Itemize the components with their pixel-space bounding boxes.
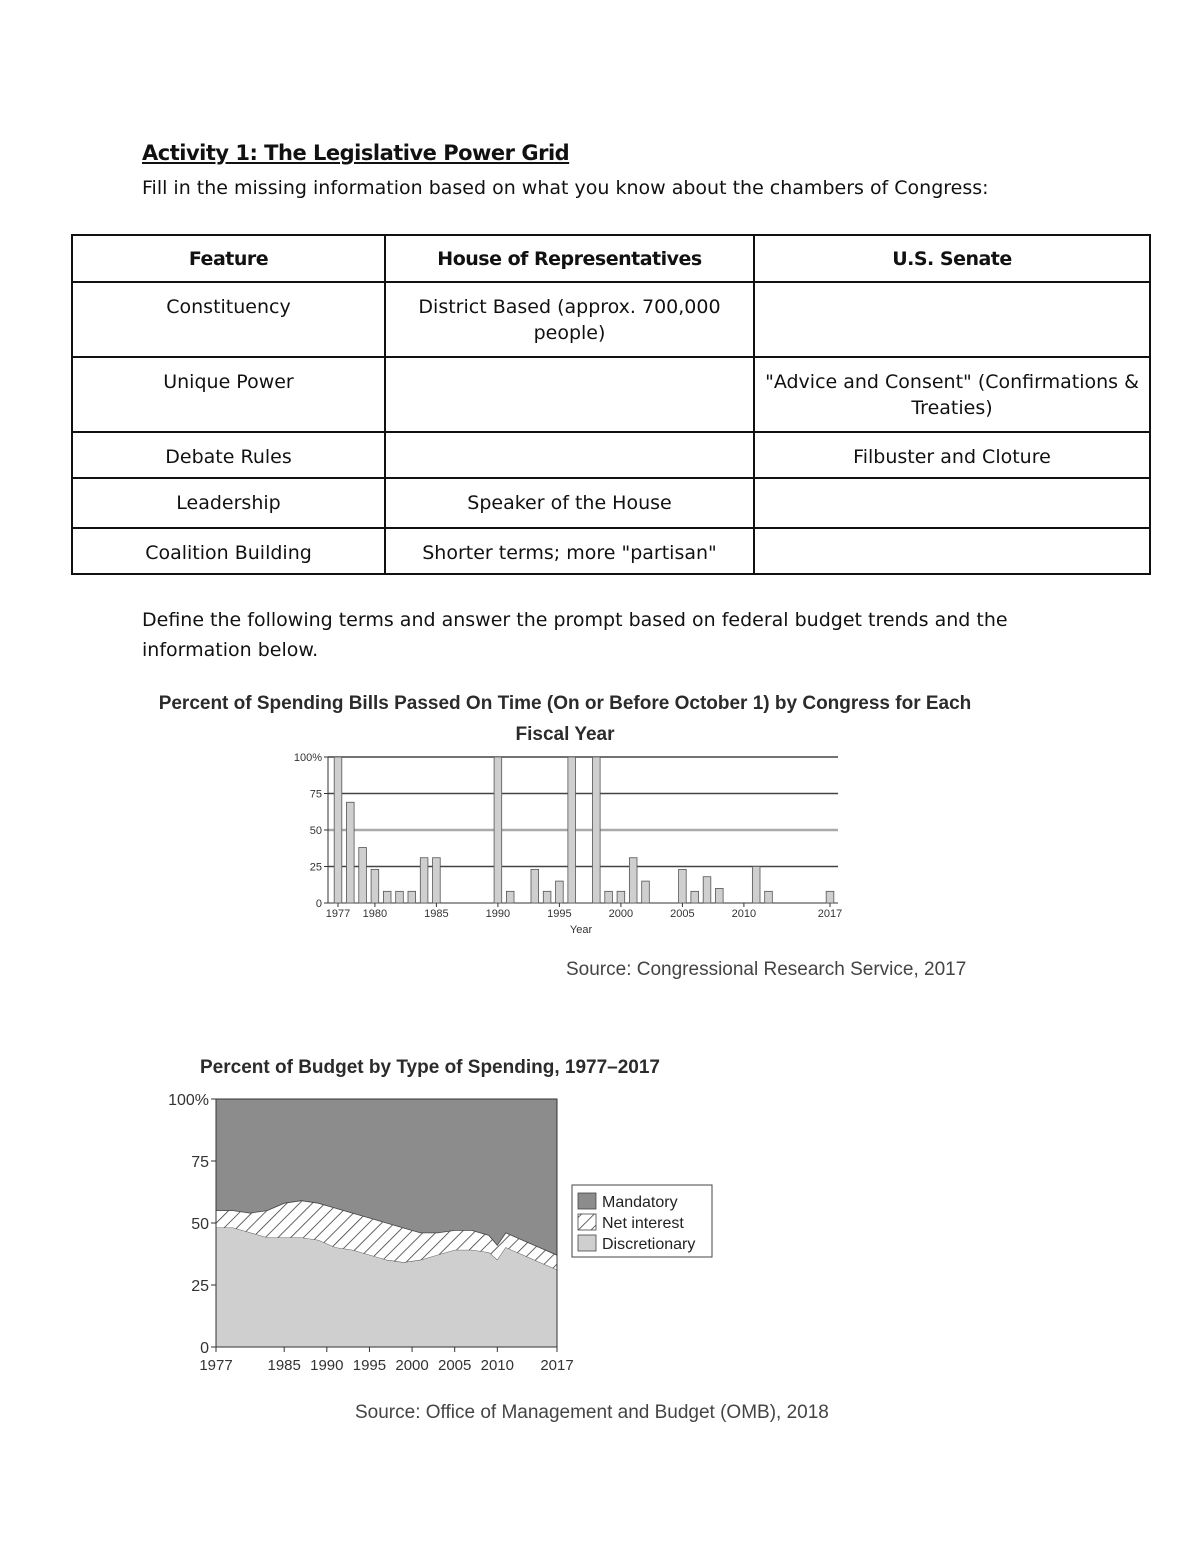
bar bbox=[359, 848, 367, 903]
x-tick-label: 2017 bbox=[817, 908, 843, 920]
x-tick-label: 1995 bbox=[547, 908, 572, 920]
senate-cell[interactable] bbox=[754, 282, 1150, 357]
bar bbox=[433, 858, 441, 903]
bar bbox=[383, 891, 391, 903]
y-tick-label: 0 bbox=[315, 898, 322, 910]
x-tick-label: 1985 bbox=[267, 1357, 301, 1374]
x-tick-label: 1977 bbox=[325, 908, 351, 920]
x-tick-label: 2017 bbox=[540, 1357, 574, 1374]
house-cell: Shorter terms; more "partisan" bbox=[385, 528, 754, 574]
bar-chart-source: Source: Congressional Research Service, 2017 bbox=[566, 959, 967, 980]
x-tick-label: 1985 bbox=[424, 908, 449, 920]
bar bbox=[396, 891, 404, 903]
bar bbox=[715, 888, 723, 903]
bar bbox=[420, 858, 428, 903]
bar bbox=[334, 757, 342, 903]
table-row bbox=[72, 282, 1150, 357]
area-chart-title: Percent of Budget by Type of Spending, 1977–2017 bbox=[200, 1057, 660, 1078]
x-tick-label: 1990 bbox=[485, 908, 511, 920]
house-cell[interactable] bbox=[385, 357, 754, 432]
senate-cell[interactable] bbox=[754, 478, 1150, 528]
bar bbox=[691, 891, 699, 903]
grid-header-row bbox=[72, 235, 1150, 282]
bar bbox=[605, 891, 613, 903]
activity-instruction: Fill in the missing information based on what you know about the chambers of Congress: bbox=[142, 177, 989, 199]
bar bbox=[617, 891, 625, 903]
legend-label: Net interest bbox=[602, 1215, 684, 1232]
bar bbox=[765, 891, 773, 903]
y-tick-label: 50 bbox=[191, 1216, 209, 1233]
bar-chart-title: Percent of Spending Bills Passed On Time (On or Before October 1) by Congress for Each Fiscal Year bbox=[158, 693, 972, 745]
y-tick-label: 0 bbox=[200, 1340, 209, 1357]
x-tick-label: 2000 bbox=[395, 1357, 429, 1374]
table-row bbox=[72, 528, 1150, 574]
header-senate: U.S. Senate bbox=[754, 235, 1150, 282]
bar bbox=[543, 891, 551, 903]
x-axis-label: Year bbox=[569, 924, 593, 936]
table-row bbox=[72, 432, 1150, 478]
define-prompt: Define the following terms and answer the prompt based on federal budget trends and the information below. bbox=[142, 609, 1008, 661]
bar bbox=[346, 802, 354, 903]
feature-cell: Debate Rules bbox=[72, 432, 385, 478]
table-row bbox=[72, 478, 1150, 528]
y-tick-label: 25 bbox=[191, 1278, 209, 1295]
x-tick-label: 1977 bbox=[199, 1357, 233, 1374]
budget-area-chart bbox=[150, 1085, 730, 1385]
feature-cell: Constituency bbox=[72, 282, 385, 357]
x-tick-label: 1980 bbox=[362, 908, 388, 920]
bar bbox=[629, 858, 637, 903]
area-chart-source: Source: Office of Management and Budget (OMB), 2018 bbox=[355, 1402, 829, 1423]
bar bbox=[642, 881, 650, 903]
legislative-power-grid bbox=[71, 234, 1151, 575]
bar bbox=[568, 757, 576, 903]
house-cell[interactable] bbox=[385, 432, 754, 478]
x-tick-label: 1990 bbox=[310, 1357, 344, 1374]
legend-swatch bbox=[578, 1214, 596, 1230]
activity-title: Activity 1: The Legislative Power Grid bbox=[142, 141, 570, 165]
y-tick-label: 75 bbox=[191, 1154, 209, 1171]
y-tick-label: 50 bbox=[309, 825, 322, 837]
bar bbox=[592, 757, 600, 903]
bar bbox=[371, 869, 379, 903]
x-tick-label: 2010 bbox=[731, 908, 757, 920]
senate-cell: Filbuster and Cloture bbox=[754, 432, 1150, 478]
senate-cell[interactable] bbox=[754, 528, 1150, 574]
bar bbox=[506, 891, 514, 903]
house-cell: Speaker of the House bbox=[385, 478, 754, 528]
bar bbox=[408, 891, 416, 903]
feature-cell: Coalition Building bbox=[72, 528, 385, 574]
x-tick-label: 2000 bbox=[608, 908, 634, 920]
x-tick-label: 2005 bbox=[670, 908, 695, 920]
bar bbox=[494, 757, 502, 903]
x-tick-label: 1995 bbox=[352, 1357, 387, 1374]
bar bbox=[826, 891, 834, 903]
legend-swatch bbox=[578, 1235, 596, 1251]
table-row bbox=[72, 357, 1150, 432]
bar bbox=[752, 867, 760, 904]
y-tick-label: 100% bbox=[293, 752, 322, 764]
x-tick-label: 2010 bbox=[480, 1357, 515, 1374]
y-tick-label: 100% bbox=[168, 1092, 209, 1109]
house-cell: District Based (approx. 700,000 people) bbox=[385, 282, 754, 357]
y-tick-label: 75 bbox=[309, 788, 322, 801]
senate-cell: "Advice and Consent" (Confirmations & Treaties) bbox=[754, 357, 1150, 432]
feature-cell: Unique Power bbox=[72, 357, 385, 432]
bar bbox=[679, 869, 687, 903]
y-tick-label: 25 bbox=[309, 861, 322, 874]
bar bbox=[531, 869, 539, 903]
legend-swatch bbox=[578, 1193, 596, 1209]
feature-cell: Leadership bbox=[72, 478, 385, 528]
header-house: House of Representatives bbox=[385, 235, 754, 282]
x-tick-label: 2005 bbox=[438, 1357, 472, 1374]
bar bbox=[703, 877, 711, 903]
header-feature: Feature bbox=[72, 235, 385, 282]
on-time-bar-chart bbox=[280, 745, 860, 940]
bar bbox=[556, 881, 564, 903]
legend-label: Discretionary bbox=[602, 1236, 696, 1253]
legend-label: Mandatory bbox=[602, 1194, 678, 1211]
